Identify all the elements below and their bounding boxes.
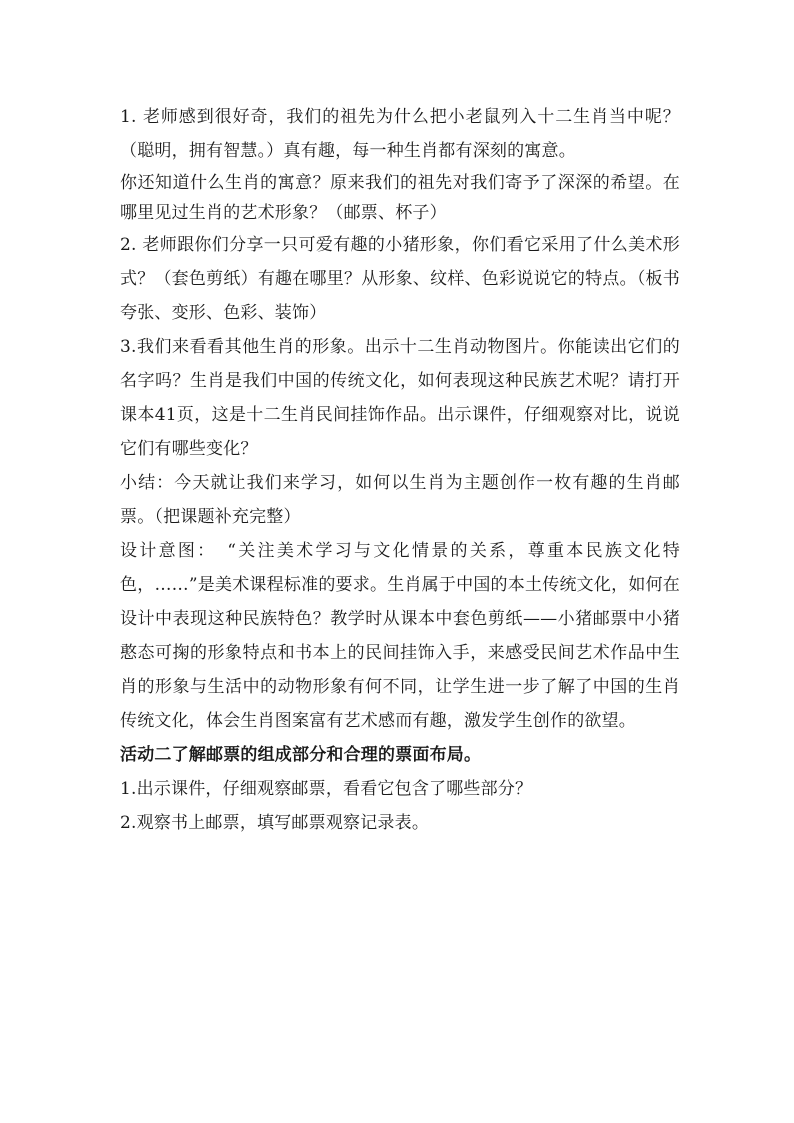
paragraph-5-summary: 小结：今天就让我们来学习，如何以生肖为主题创作一枚有趣的生肖邮票。（把课题补充完整） bbox=[120, 473, 680, 527]
paragraph-9: 2.观察书上邮票，填写邮票观察记录表。 bbox=[120, 813, 430, 833]
paragraph-6-design-intent: 设计意图： “关注美术学习与文化情景的关系，尊重本民族文化特色，……”是美术课程标准的要求。生肖属于中国的本土传统文化，如何在设计中表现这种民族特色？教学时从课本中套色剪纸——小猪邮票中小猪憨态可掬的形象特点和书本上的民间挂饰入手，来感受民间艺术作品中生肖的形象与生活中的动物形象有何不同，让学生进一步了解了中国的生肖传统文化，体会生肖图案富有艺术感而有趣，激发学生创作的欲望。 bbox=[120, 541, 680, 731]
paragraph-3: 2. 老师跟你们分享一只可爱有趣的小猪形象，你们看它采用了什么美术形式？（套色剪纸）有趣在哪里？从形象、纹样、色彩说说它的特点。（板书夸张、变形、色彩、装饰） bbox=[120, 235, 680, 323]
paragraph-4: 3.我们来看看其他生肖的形象。出示十二生肖动物图片。你能读出它们的名字吗？生肖是我们中国的传统文化，如何表现这种民族艺术呢？请打开课本41页，这是十二生肖民间挂饰作品。出示课件，仔细观察对比，说说它们有哪些变化？ bbox=[120, 337, 680, 459]
paragraph-8: 1.出示课件，仔细观察邮票，看看它包含了哪些部分？ bbox=[120, 779, 533, 799]
paragraph-1: 1. 老师感到很好奇，我们的祖先为什么把小老鼠列入十二生肖当中呢？（聪明，拥有智慧。）真有趣，每一种生肖都有深刻的寓意。 bbox=[120, 107, 680, 161]
document-body bbox=[120, 100, 680, 840]
paragraph-2: 你还知道什么生肖的寓意？原来我们的祖先对我们寄予了深深的希望。在哪里见过生肖的艺术形象？（邮票、杯子） bbox=[120, 173, 680, 223]
activity-heading: 活动二了解邮票的组成部分和合理的票面布局。 bbox=[120, 745, 482, 765]
